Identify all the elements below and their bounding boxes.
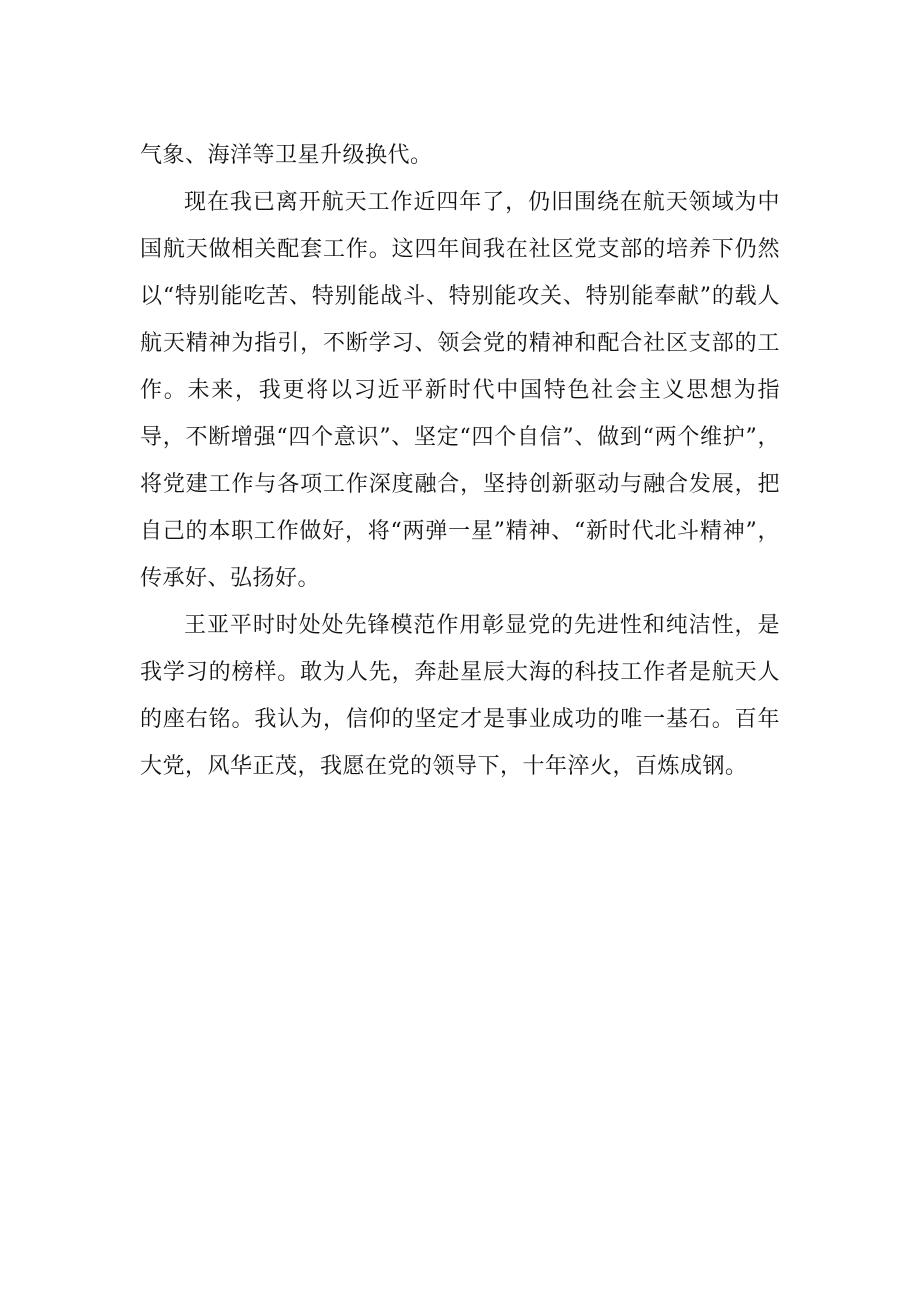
paragraph-role-model: 王亚平时时处处先锋模范作用彰显党的先进性和纯洁性，是我学习的榜样。敢为人先，奔赴星辰大海的科技工作者是航天人的座右铭。我认为，信仰的坚定才是事业成功的唯一基石。百年大党，风华正茂，我愿在党的领导下，十年淬火，百炼成钢。 [140,613,780,779]
paragraph-aerospace-work: 现在我已离开航天工作近四年了，仍旧围绕在航天领域为中国航天做相关配套工作。这四年间我在社区党支部的培养下仍然以“特别能吃苦、特别能战斗、特别能攻关、特别能奉献”的载人航天精神为指引，不断学习、领会党的精神和配合社区支部的工作。未来，我更将以习近平新时代中国特色社会主义思想为指导，不断增强“四个意识”、坚定“四个自信”、做到“两个维护”，将党建工作与各项工作深度融合，坚持创新驱动与融合发展，把自己的本职工作做好，将“两弹一星”精神、“新时代北斗精神”，传承好、弘扬好。 [140,190,780,591]
document-body [140,132,780,790]
paragraph-continuation: 气象、海洋等卫星升级换代。 [140,143,433,168]
